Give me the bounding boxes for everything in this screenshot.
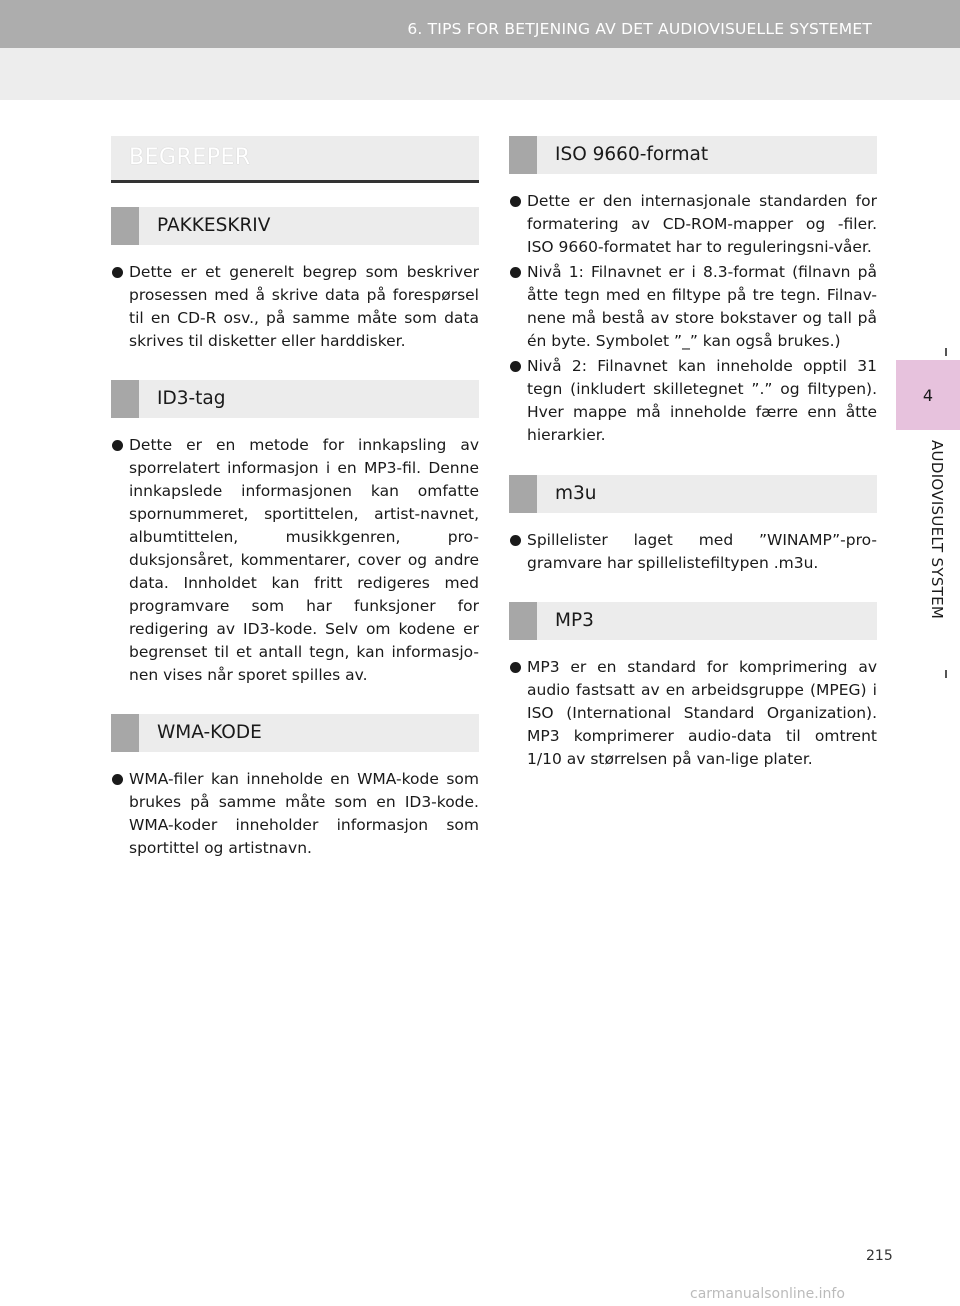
chapter-number: 4 xyxy=(922,386,934,405)
running-head: 6. TIPS FOR BETJENING AV DET AUDIOVISUELLE SYSTEMET xyxy=(407,20,872,38)
bullet-dot-icon xyxy=(112,440,123,451)
tab-tick-bottom xyxy=(945,670,947,678)
chapter-tab[interactable] xyxy=(896,360,960,430)
section-heading-mp3: MP3 xyxy=(509,602,877,640)
bullet-dot-icon xyxy=(112,267,123,278)
section-heading-wma: WMA-KODE xyxy=(111,714,479,752)
chapter-label: AUDIOVISUELT SYSTEM xyxy=(928,440,946,620)
page-number: 215 xyxy=(866,1248,893,1264)
main-heading: BEGREPER xyxy=(111,136,479,183)
section-heading-pakkeskriv: PAKKESKRIV xyxy=(111,207,479,245)
bullet-item: Dette er en metode for innkapsling av sporrelatert informasjon i en MP3-fil. Denne innkapslede informasjonen kan omfatte spornummeret, sportittelen, artist-navnet, albumtittelen, musikkgenren, pro-duksjonsåret, kommentarer, cover og andre data. Innholdet kan fritt redigeres med programvare som har funksjoner for redigering av ID3-kode. Selv om kodene er begrenset til et antall tegn, kan informasjo-nen vises når sporet spilles av. xyxy=(111,434,479,687)
left-column xyxy=(111,136,479,862)
watermark[interactable]: carmanualsonline.info xyxy=(690,1286,845,1302)
section-heading-iso9660: ISO 9660-format xyxy=(509,136,877,174)
bullet-dot-icon xyxy=(510,196,521,207)
bullet-item: Spillelister laget med ”WINAMP”-pro-gramvare har spillelistefiltypen .m3u. xyxy=(509,529,877,575)
bullet-item: MP3 er en standard for komprimering av audio fastsatt av en arbeidsgruppe (MPEG) i ISO (International Standard Organization). MP3 komprimerer audio-data til omtrent 1/10 av størrelsen på van-lige plater. xyxy=(509,656,877,771)
tab-tick-top xyxy=(945,348,947,356)
bullet-dot-icon xyxy=(510,662,521,673)
bullet-item: Nivå 1: Filnavnet er i 8.3-format (filnavn på åtte tegn med en filtype på tre tegn. Filnav-nene må bestå av store bokstaver og tall på én byte. Symbolet ”_” kan også brukes.) xyxy=(509,261,877,353)
bullet-dot-icon xyxy=(510,535,521,546)
bullet-dot-icon xyxy=(510,361,521,372)
bullet-item: WMA-filer kan inneholde en WMA-kode som brukes på samme måte som en ID3-kode. WMA-koder inneholder informasjon som sportittel og artistnavn. xyxy=(111,768,479,860)
bullet-item: Nivå 2: Filnavnet kan inneholde opptil 31 tegn (inkludert skilletegnet ”.” og filtypen). Hver mappe må inneholde færre enn åtte hierarkier. xyxy=(509,355,877,447)
bullet-item: Dette er et generelt begrep som beskriver prosessen med å skrive data på forespørsel til en CD-R osv., på samme måte som data skrives til disketter eller harddisker. xyxy=(111,261,479,353)
section-heading-m3u: m3u xyxy=(509,475,877,513)
bullet-item: Dette er den internasjonale standarden for formatering av CD-ROM-mapper og -filer. ISO 9660-formatet har to reguleringsni-våer. xyxy=(509,190,877,259)
bullet-dot-icon xyxy=(510,267,521,278)
bullet-dot-icon xyxy=(112,774,123,785)
right-column xyxy=(509,136,877,773)
section-heading-id3: ID3-tag xyxy=(111,380,479,418)
